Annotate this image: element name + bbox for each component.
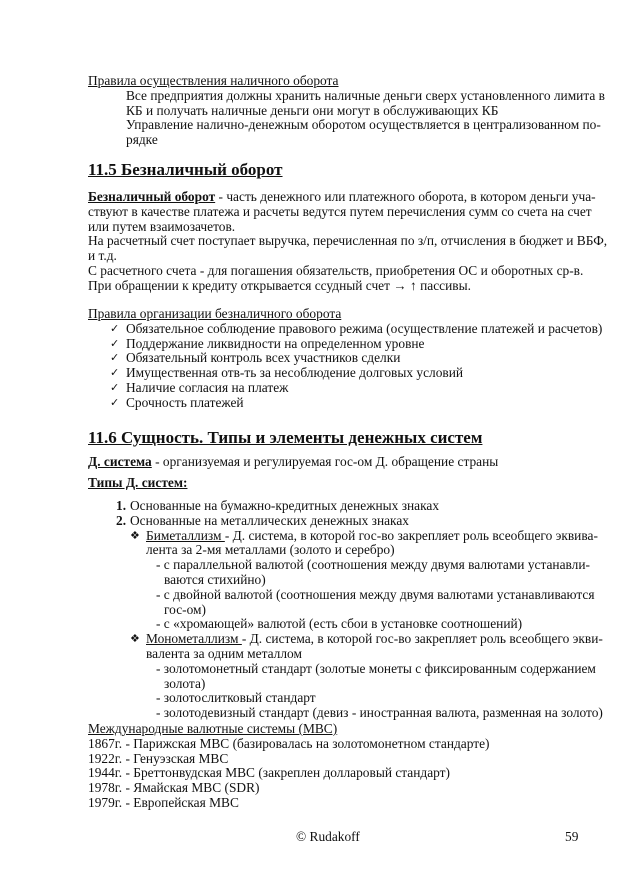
paragraph-text: С расчетного счета - для погашения обязательств, приобретения ОС и оборотных ср-в. bbox=[88, 262, 584, 278]
check-icon: ✓ bbox=[110, 367, 120, 380]
list-item-text: Наличие согласия на платеж bbox=[126, 379, 289, 395]
paragraph-line bbox=[88, 264, 584, 279]
list-item-text: Поддержание ликвидности на определенном уровне bbox=[126, 335, 425, 351]
bimetal-term: Биметаллизм bbox=[146, 527, 225, 543]
bimetal-text-cont: лента за 2-мя металлами (золото и серебро) bbox=[146, 542, 395, 558]
money-system-term: Д. система bbox=[88, 454, 152, 469]
mvs-list bbox=[88, 722, 584, 811]
sub-item: золота) bbox=[164, 675, 206, 691]
paragraph-text: - часть денежного или платежного оборота, в котором деньги уча- bbox=[215, 189, 596, 204]
check-icon: ✓ bbox=[110, 381, 120, 394]
list-item bbox=[88, 320, 603, 337]
paragraph-text: На расчетный счет поступает выручка, перечисленная по з/п, отчисления в бюджет и ВБФ, bbox=[88, 233, 608, 249]
diamond-bullet-icon: ❖ bbox=[130, 633, 140, 646]
noncash-definition bbox=[88, 189, 608, 294]
diamond-bullet-icon: ❖ bbox=[130, 529, 140, 542]
section-11-5-heading: 11.5 Безналичный оборот bbox=[88, 160, 283, 179]
bimetal-item bbox=[88, 527, 598, 544]
noncash-rules bbox=[88, 306, 603, 411]
mvs-item: 1867г. - Парижская МВС (базировалась на золотомонетном стандарте) bbox=[88, 735, 490, 751]
types-list bbox=[88, 498, 603, 721]
monometal-text: - Д. система, в которой гос-во закрепляет роль всеобщего экви- bbox=[241, 631, 603, 647]
list-number: 1. bbox=[116, 498, 127, 513]
list-item-text: Имущественная отв-ть за несоблюдение долговых условий bbox=[126, 365, 464, 381]
types-title: Типы Д. систем: bbox=[88, 475, 188, 490]
check-icon: ✓ bbox=[110, 322, 120, 335]
paragraph-line bbox=[88, 220, 584, 235]
type-item bbox=[88, 499, 584, 514]
mvs-item: 1978г. - Ямайская МВС (SDR) bbox=[88, 780, 260, 796]
paragraph-line bbox=[88, 203, 592, 220]
paragraph-text: ствуют в качестве платежа и расчеты ведутся путем перечисления сумм со счета на счет bbox=[88, 203, 592, 219]
paragraph-line bbox=[88, 189, 596, 205]
cash-rules-title: Правила осуществления наличного оборота bbox=[88, 73, 339, 88]
noncash-rules-title: Правила организации безналичного оборота bbox=[88, 306, 342, 321]
term: Безналичный оборот bbox=[88, 189, 216, 204]
monometal-term: Монометаллизм bbox=[146, 631, 242, 647]
monometal-text-cont: валента за одним металлом bbox=[146, 645, 302, 661]
copyright: © Rudakoff bbox=[296, 829, 360, 844]
type-item bbox=[88, 514, 584, 529]
paragraph-text: или путем взаимозачетов. bbox=[88, 218, 236, 234]
paragraph-text: и т.д. bbox=[88, 248, 117, 264]
section-11-6-heading: 11.6 Сущность. Типы и элементы денежных систем bbox=[88, 428, 483, 447]
list-item: КБ и получать наличные деньги они могут в обслуживающих КБ bbox=[126, 102, 499, 118]
paragraph-line bbox=[88, 279, 584, 294]
mvs-title: Международные валютные системы (МВС) bbox=[88, 721, 338, 736]
list-item bbox=[88, 366, 584, 381]
paragraph-text: При обращении к кредиту открывается ссудный счет → ↑ пассивы. bbox=[88, 277, 471, 293]
check-icon: ✓ bbox=[110, 337, 120, 350]
sub-item: гос-ом) bbox=[164, 601, 206, 617]
list-item: рядке bbox=[126, 132, 158, 148]
money-system-definition-text: - организуемая и регулируемая гос-ом Д. обращение страны bbox=[151, 454, 499, 469]
cash-rules bbox=[88, 73, 605, 148]
sub-item: - с двойной валютой (соотношения между двумя валютами устанавливаются bbox=[156, 586, 595, 602]
list-item-text: Срочность платежей bbox=[126, 394, 244, 410]
sub-item: - с параллельной валютой (соотношения между двумя валютами устанавли- bbox=[156, 557, 590, 573]
mvs-item: 1979г. - Европейская МВС bbox=[88, 794, 239, 810]
list-item bbox=[88, 351, 584, 366]
money-system-definition bbox=[88, 455, 584, 470]
bimetal-text: - Д. система, в которой гос-во закрепляет роль всеобщего эквива- bbox=[224, 527, 598, 543]
list-number: 2. bbox=[116, 512, 127, 528]
paragraph-line bbox=[88, 233, 608, 249]
sub-item: - золотослитковый стандарт bbox=[156, 690, 316, 706]
list-item bbox=[88, 396, 584, 411]
sub-item: - золотомонетный стандарт (золотые монеты с фиксированным содержанием bbox=[156, 660, 596, 676]
list-item bbox=[88, 381, 584, 396]
sub-item: - с «хромающей» валютой (есть сбои в установке соотношений) bbox=[156, 616, 523, 632]
list-item: Все предприятия должны хранить наличные деньги сверх установленного лимита в bbox=[126, 87, 605, 103]
mvs-item: 1944г. - Бреттонвудская МВС (закреплен долларовый стандарт) bbox=[88, 765, 450, 781]
page-number: 59 bbox=[565, 829, 579, 844]
monometal-item bbox=[88, 631, 603, 647]
list-item-text: Обязательный контроль всех участников сделки bbox=[126, 350, 401, 366]
check-icon: ✓ bbox=[110, 396, 120, 409]
mvs-item: 1922г. - Генуэзская МВС bbox=[88, 750, 229, 766]
type-text: Основанные на металлических денежных знаках bbox=[130, 512, 409, 528]
paragraph-line bbox=[88, 249, 584, 264]
check-icon: ✓ bbox=[110, 352, 120, 365]
type-text: Основанные на бумажно-кредитных денежных знаках bbox=[130, 498, 440, 513]
list-item bbox=[88, 337, 584, 352]
list-item-text: Обязательное соблюдение правового режима (осуществление платежей и расчетов) bbox=[126, 320, 603, 336]
sub-item: - золотодевизный стандарт (девиз - иностранная валюта, разменная на золото) bbox=[156, 705, 603, 721]
list-item: Управление налично-денежным оборотом осуществляется в централизованном по- bbox=[126, 117, 601, 133]
sub-item: ваются стихийно) bbox=[164, 571, 266, 587]
